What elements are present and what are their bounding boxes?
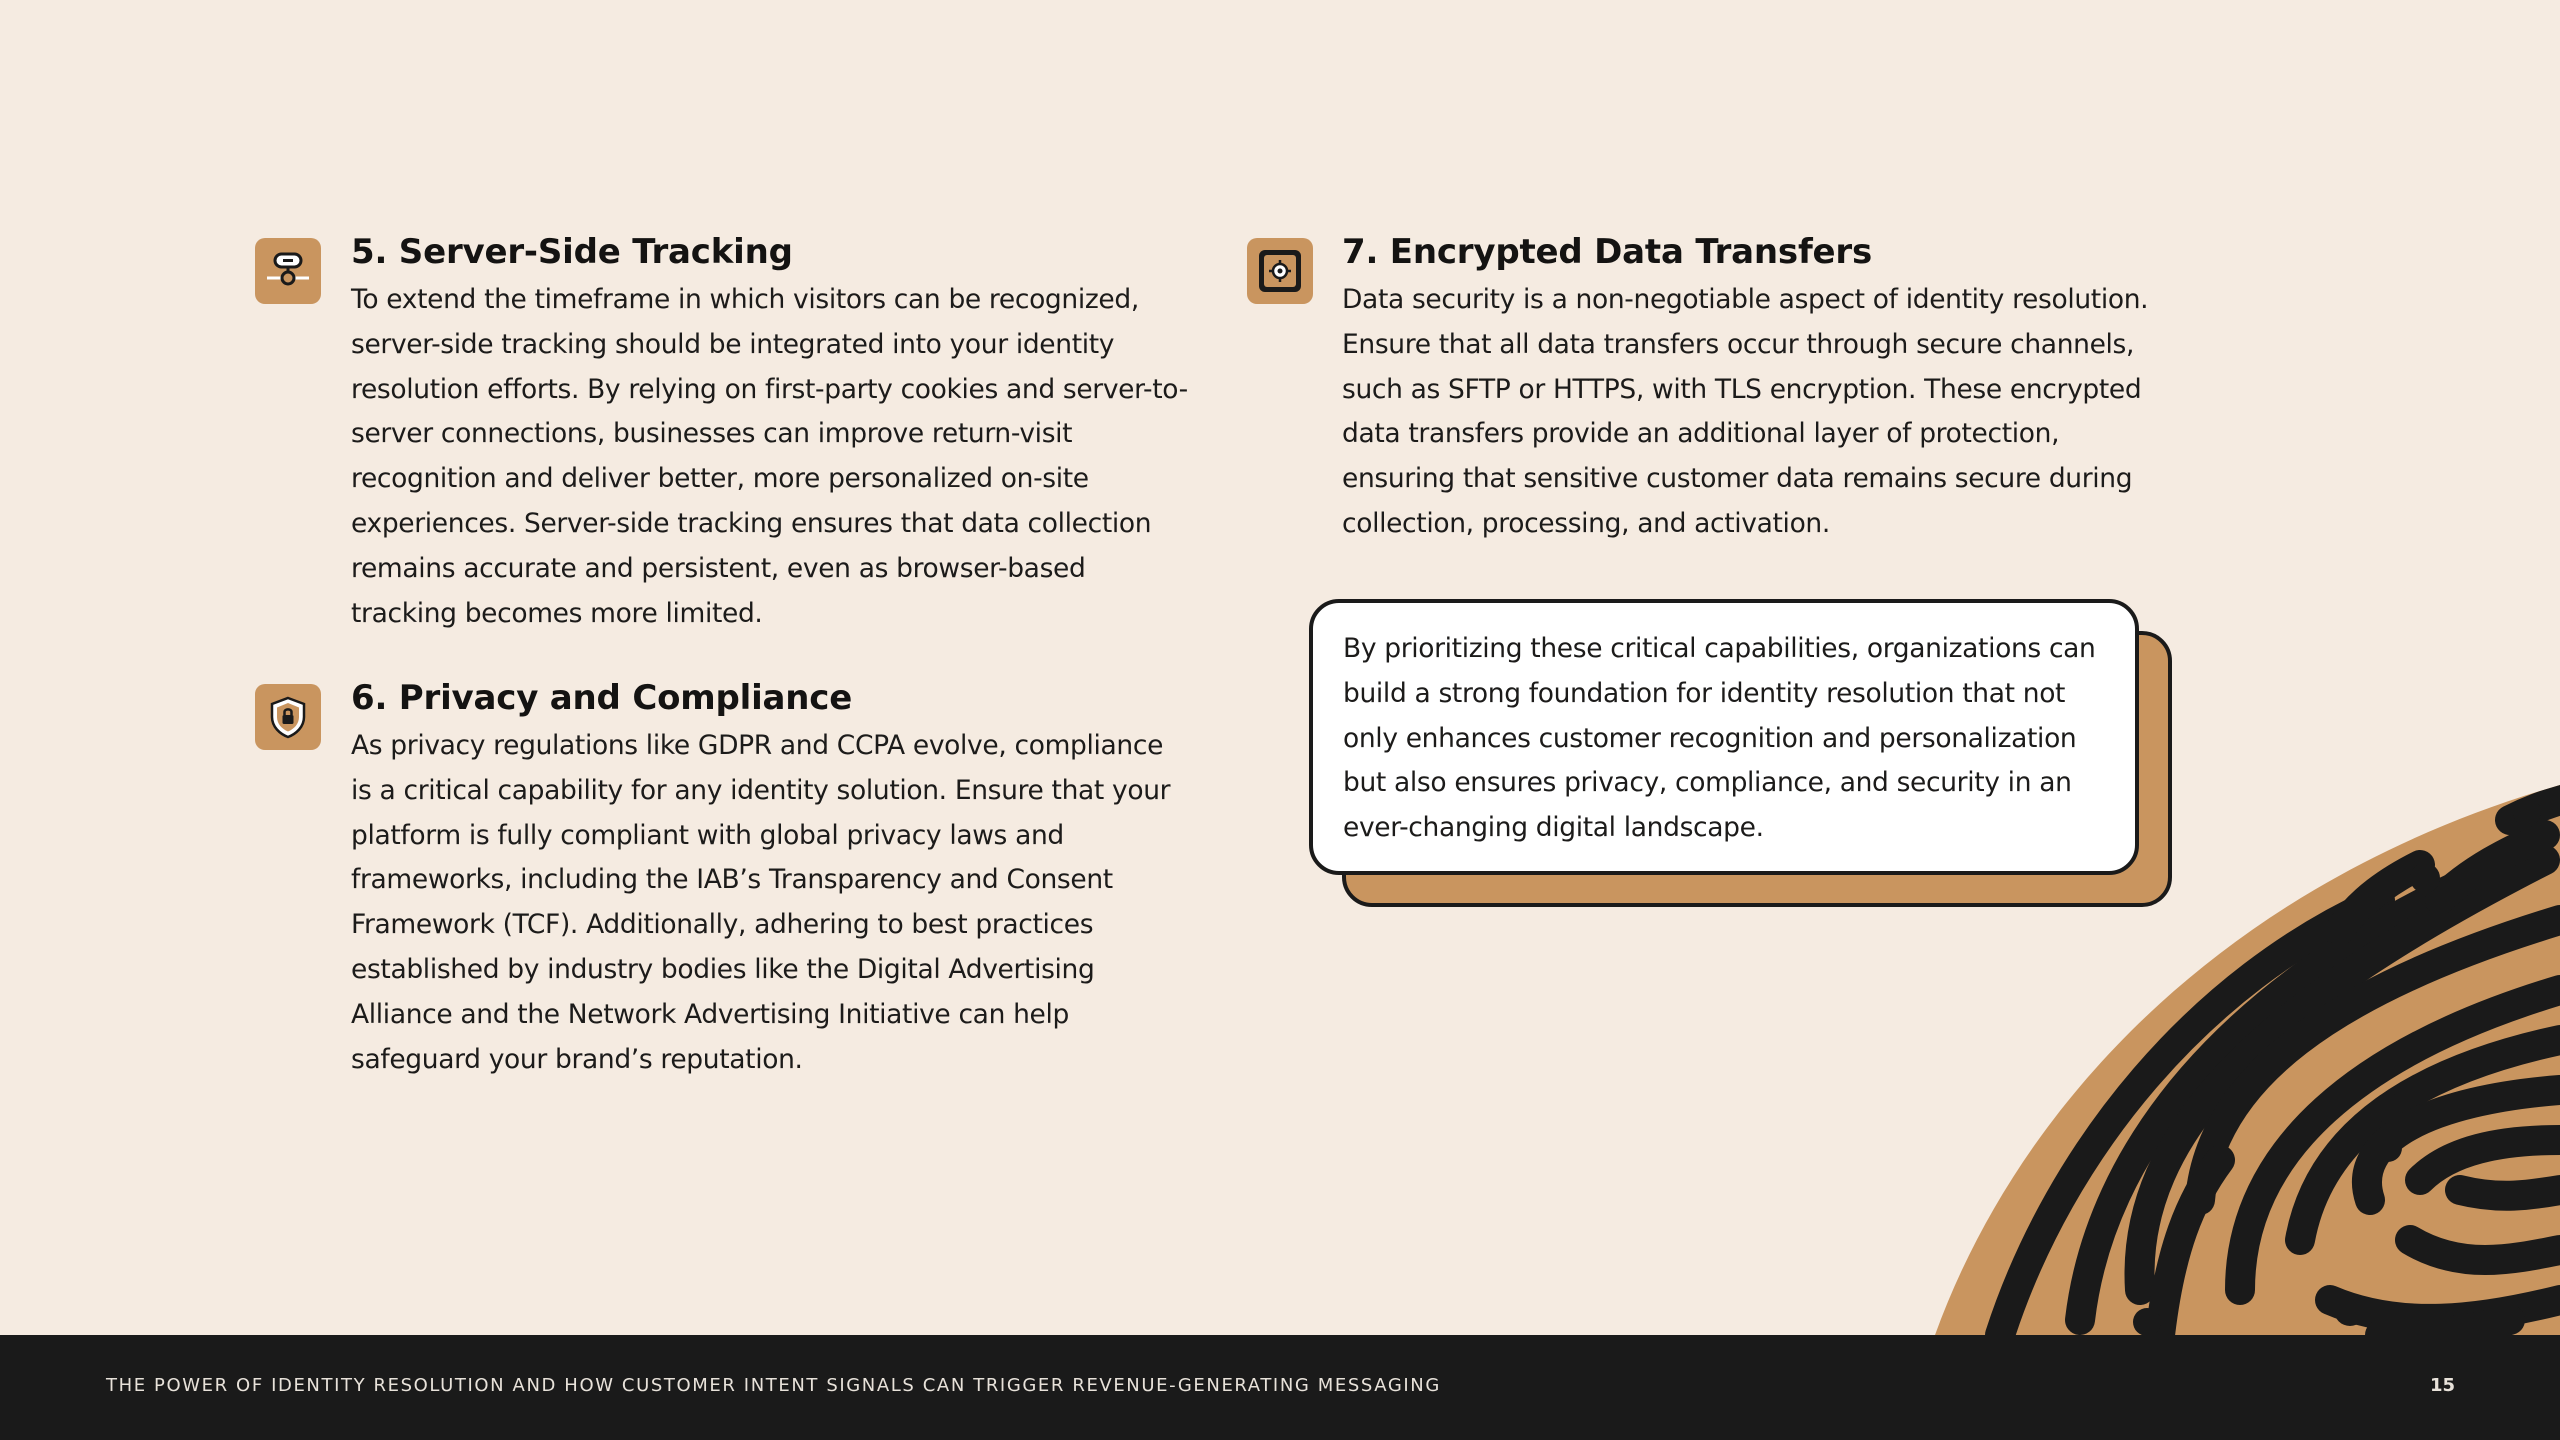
server-toggle-icon [255, 238, 321, 304]
section-encrypted-data-transfers [1342, 230, 2162, 547]
callout-box [1309, 599, 2139, 875]
vault-safe-icon [1247, 238, 1313, 304]
section-title: 5. Server-Side Tracking [351, 232, 793, 272]
section-body: As privacy regulations like GDPR and CCPA evolve, compliance is a critical capability for any identity solution. Ensure that your platform is fully compliant with global privacy laws and frameworks, including the IAB’s Transparency and Consent Framework (TCF). Additionally, adhering to best practices established by industry bodies like the Digital Advertising Alliance and the Network Advertising Initiative can help safeguard your brand’s reputation. [351, 730, 1171, 1075]
section-title: 6. Privacy and Compliance [351, 678, 853, 718]
callout-text: By prioritizing these critical capabilities, organizations can build a strong foundation for identity resolution that not only enhances customer recognition and personalization but also ensures privacy, compliance, and security in an ever-changing digital landscape. [1343, 633, 2096, 844]
section-body: To extend the timeframe in which visitors can be recognized, server-side tracking should be integrated into your identity resolution efforts. By relying on first-party cookies and server-to-server connections, businesses can improve return-visit recognition and deliver better, more personalized on-site experiences. Server-side tracking ensures that data collection remains accurate and persistent, even as browser-based tracking becomes more limited. [351, 284, 1188, 629]
footer-bar [0, 1335, 2560, 1440]
section-privacy-compliance [351, 676, 1191, 1082]
section-title: 7. Encrypted Data Transfers [1342, 232, 1873, 272]
section-body: Data security is a non-negotiable aspect of identity resolution. Ensure that all data transfers occur through secure channels, such as SFTP or HTTPS, with TLS encryption. These encrypted data transfers provide an additional layer of protection, ensuring that sensitive customer data remains secure during collection, processing, and activation. [1342, 284, 2149, 539]
section-server-side-tracking [351, 230, 1191, 636]
shield-lock-icon [255, 684, 321, 750]
page-number: 15 [2429, 1375, 2455, 1396]
footer-title: THE POWER OF IDENTITY RESOLUTION AND HOW CUSTOMER INTENT SIGNALS CAN TRIGGER REVENUE-GENERATING MESSAGING [106, 1375, 1441, 1396]
